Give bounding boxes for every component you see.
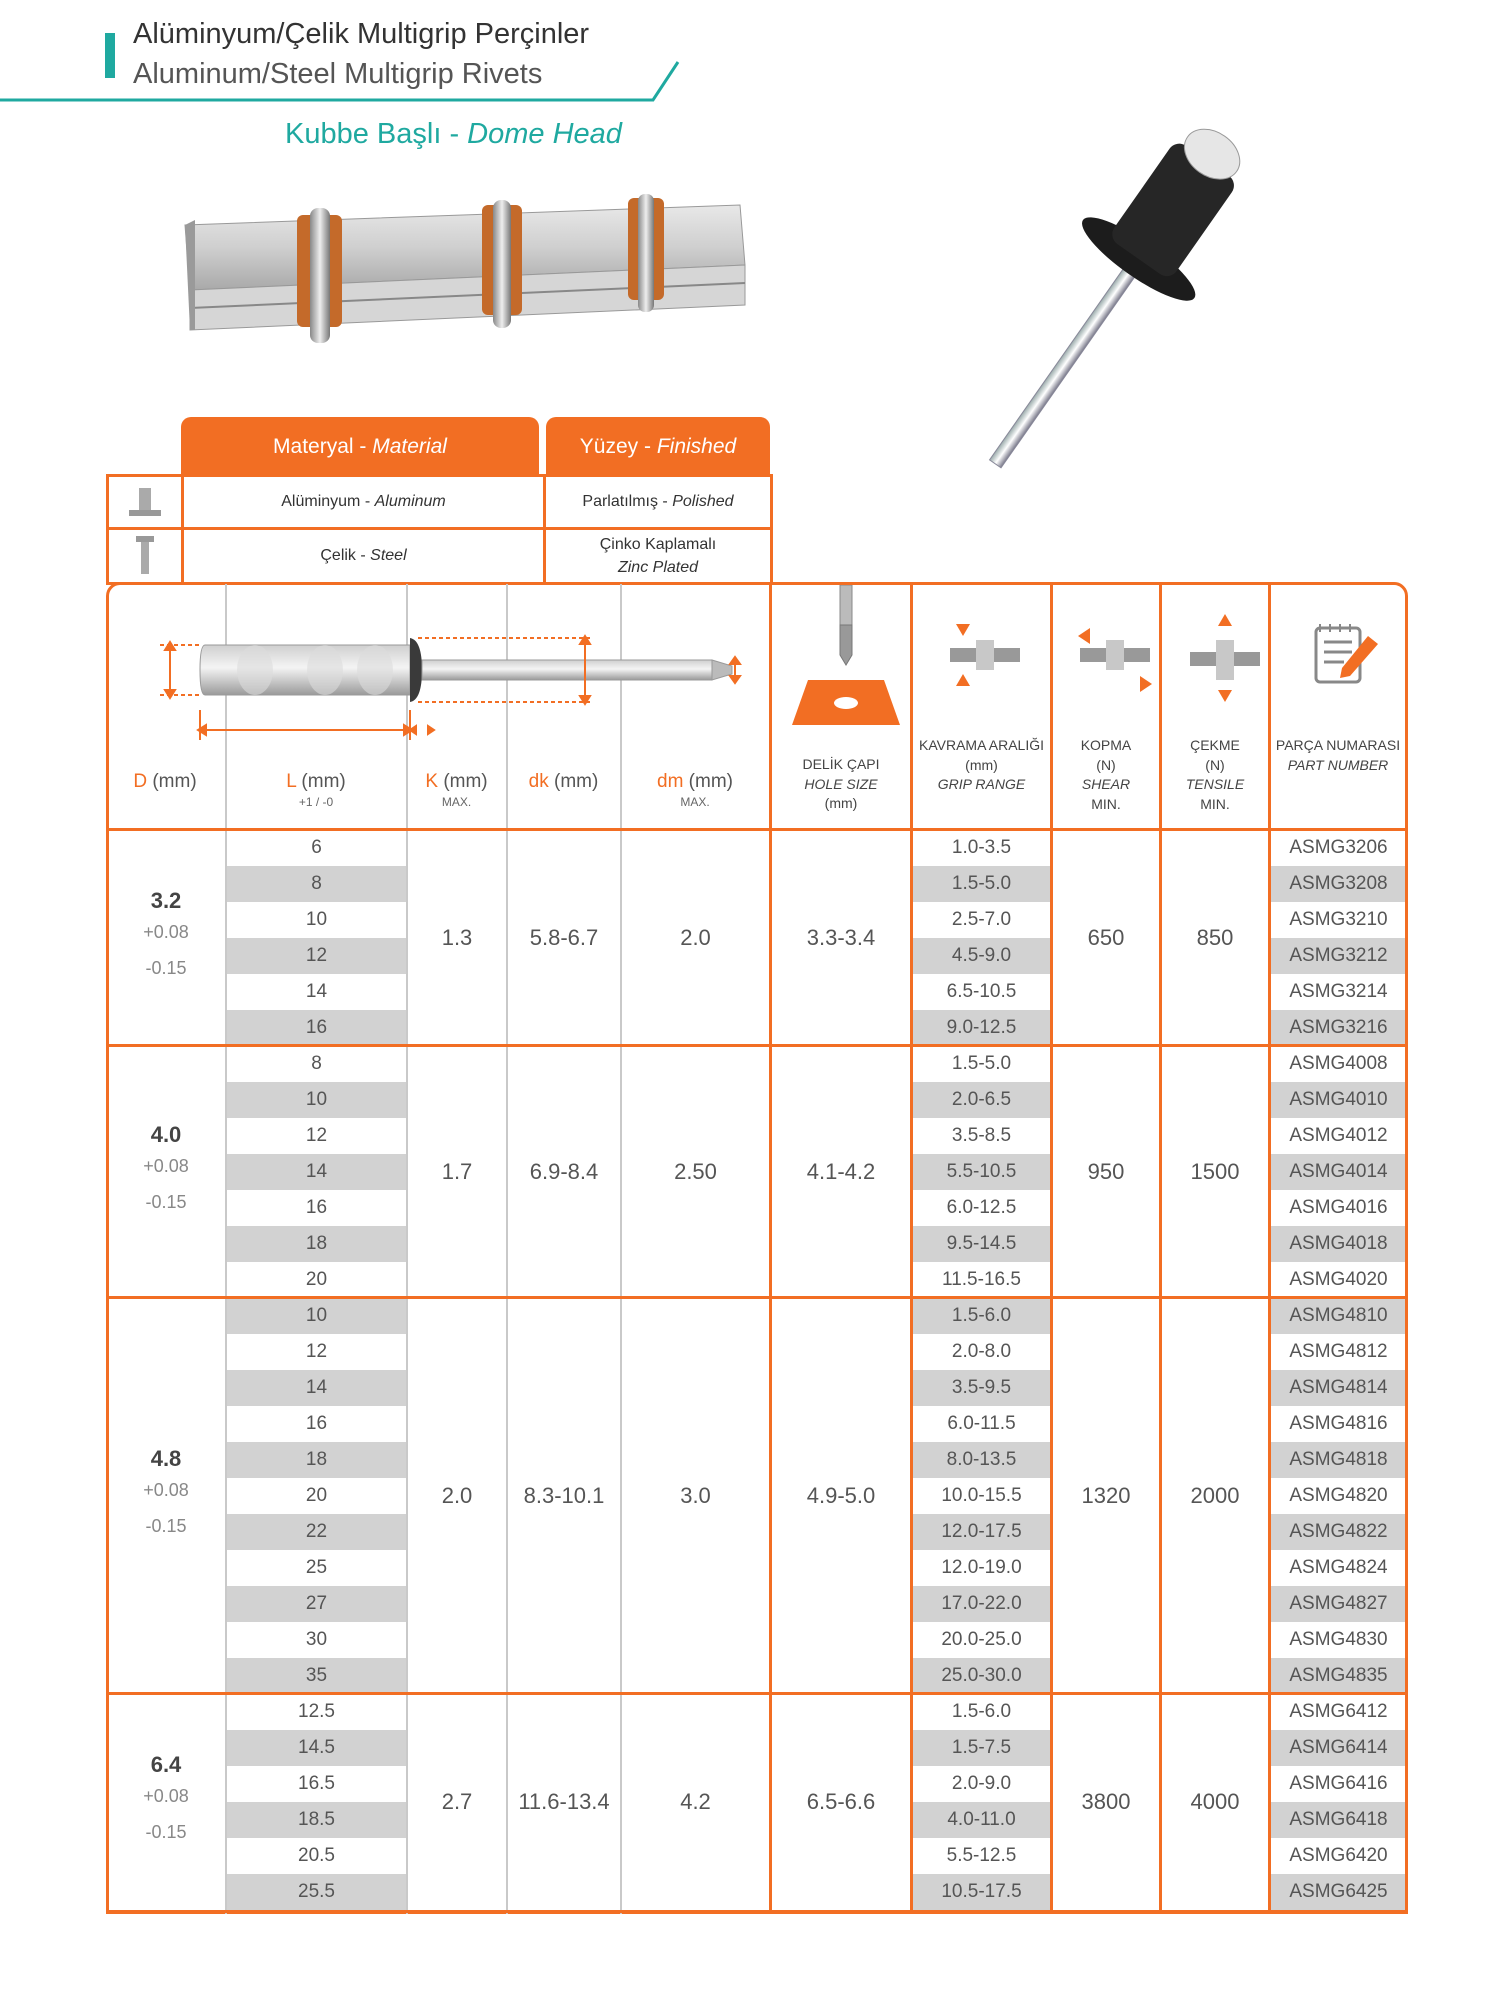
page-subtitle	[285, 118, 622, 151]
header-dk-unit: (mm)	[548, 771, 599, 792]
shear-strength-cell: 1320	[1081, 1483, 1131, 1508]
tolerance-minus: -0.15	[145, 958, 187, 978]
part-number-cell: ASMG4810	[1289, 1305, 1388, 1326]
grip-range-cell: 4.0-11.0	[947, 1809, 1016, 1830]
rivet-section-3	[628, 194, 664, 312]
material-steel-en: Steel	[370, 547, 407, 565]
header-dk	[507, 770, 620, 795]
length-cell: 20	[305, 1269, 328, 1290]
length-cell: 10	[305, 1089, 328, 1110]
header-shear-en: SHEAR	[1081, 776, 1131, 793]
header-l-letter: L	[286, 771, 297, 792]
grip-range-cell: 1.0-3.5	[951, 837, 1012, 858]
header-tensile-unit: (N)	[1205, 756, 1225, 773]
length-cell: 16.5	[298, 1773, 335, 1794]
rivet-section-1	[297, 208, 342, 343]
grip-range-cell: 1.5-6.0	[951, 1701, 1012, 1722]
part-number-cell: ASMG6425	[1289, 1881, 1388, 1902]
part-number-cell: ASMG6414	[1289, 1737, 1388, 1758]
rivet-dimension-drawing	[160, 600, 760, 740]
grip-range-cell: 6.5-10.5	[946, 981, 1017, 1002]
material-steel	[181, 527, 546, 585]
part-number-cell: ASMG3210	[1289, 909, 1388, 930]
diameter-cell	[108, 1752, 224, 1850]
length-cell: 16	[305, 1017, 328, 1038]
part-number-cell: ASMG4820	[1289, 1485, 1388, 1506]
grip-range-cell: 9.0-12.5	[946, 1017, 1017, 1038]
grip-range-cell: 4.5-9.0	[951, 945, 1012, 966]
part-number-icon	[1308, 620, 1388, 700]
page-title-tr: Alüminyum/Çelik Multigrip Perçinler	[133, 18, 590, 50]
length-cell: 18.5	[298, 1809, 335, 1830]
header-d-unit: (mm)	[147, 771, 197, 792]
grip-range-cell: 3.5-8.5	[951, 1125, 1012, 1146]
hole-size-cell: 3.3-3.4	[806, 925, 876, 950]
part-number-cell: ASMG4824	[1289, 1557, 1388, 1578]
part-number-cell: ASMG6418	[1289, 1809, 1388, 1830]
grip-range-cell: 11.5-16.5	[942, 1269, 1021, 1290]
length-cell: 14.5	[298, 1737, 335, 1758]
header-dm	[621, 770, 769, 810]
tolerance-plus: +0.08	[143, 1480, 189, 1500]
grip-range-cell: 8.0-13.5	[946, 1449, 1017, 1470]
grip-range-cell: 10.5-17.5	[941, 1881, 1022, 1902]
part-number-cell: ASMG4016	[1289, 1197, 1388, 1218]
grip-range-cell: 1.5-7.5	[951, 1737, 1012, 1758]
length-cell: 25.5	[298, 1881, 335, 1902]
hole-size-cell: 4.1-4.2	[806, 1159, 876, 1184]
length-cell: 30	[305, 1629, 328, 1650]
grip-range-cell: 6.0-12.5	[946, 1197, 1017, 1218]
length-cell: 6	[311, 837, 322, 858]
finish-zinc-tr: Çinko Kaplamalı	[599, 535, 717, 553]
grip-range-cell: 5.5-10.5	[946, 1161, 1017, 1182]
length-cell: 20.5	[298, 1845, 335, 1866]
header-tensile-min: MIN.	[1200, 795, 1230, 812]
header-hole-en: HOLE SIZE	[804, 775, 878, 792]
shear-strength-cell: 650	[1087, 925, 1125, 950]
length-cell: 8	[311, 873, 322, 894]
head-diameter-cell: 5.8-6.7	[529, 925, 599, 950]
finish-header	[546, 417, 770, 477]
header-part-number	[1270, 736, 1406, 775]
rivet-product-image	[900, 70, 1320, 530]
part-number-cell: ASMG4827	[1289, 1593, 1388, 1614]
diameter-cell	[108, 1122, 224, 1220]
part-number-cell: ASMG3212	[1289, 945, 1388, 966]
length-cell: 12.5	[298, 1701, 335, 1722]
finish-zinc-en: Zinc Plated	[617, 559, 699, 576]
material-steel-tr: Çelik -	[320, 547, 366, 565]
tensile-icon	[1180, 610, 1270, 710]
header-grip-en: GRIP RANGE	[937, 776, 1026, 793]
header-part-tr: PARÇA NUMARASI	[1275, 737, 1401, 753]
grip-range-cell: 5.5-12.5	[946, 1845, 1017, 1866]
mandrel-diameter-cell: 2.50	[674, 1159, 717, 1184]
header-hole-tr: DELİK ÇAPI	[802, 756, 880, 772]
head-height-cell: 2.7	[441, 1789, 473, 1814]
part-number-cell: ASMG3208	[1289, 873, 1388, 894]
rivet-section-2	[482, 200, 522, 328]
length-cell: 14	[305, 1377, 328, 1398]
head-height-cell: 1.3	[441, 925, 473, 950]
header-dm-unit: (mm)	[683, 771, 733, 792]
grip-range-cell: 12.0-17.5	[941, 1521, 1022, 1542]
head-diameter-cell: 11.6-13.4	[518, 1789, 610, 1814]
part-number-cell: ASMG4020	[1289, 1269, 1388, 1290]
header-l-unit: (mm)	[296, 771, 346, 792]
part-number-cell: ASMG4835	[1289, 1665, 1388, 1686]
finish-polished-en: Polished	[672, 493, 734, 511]
material-aluminum-tr: Alüminyum -	[281, 493, 371, 511]
shear-icon	[1070, 620, 1160, 700]
page-title-en: Aluminum/Steel Multigrip Rivets	[133, 58, 543, 90]
tensile-strength-cell: 850	[1196, 925, 1234, 950]
grip-range-cell: 1.5-5.0	[951, 1053, 1012, 1074]
header-grip-tr: KAVRAMA ARALIĞI	[918, 737, 1044, 753]
part-number-cell: ASMG4812	[1289, 1341, 1388, 1362]
hole-size-cell: 6.5-6.6	[806, 1789, 876, 1814]
length-cell: 16	[305, 1197, 328, 1218]
grip-range-cell: 3.5-9.5	[951, 1377, 1012, 1398]
table-bottom	[106, 1910, 1408, 1913]
grip-range-cell: 6.0-11.5	[947, 1413, 1016, 1434]
length-cell: 12	[305, 1341, 328, 1362]
grip-range-cell: 20.0-25.0	[941, 1629, 1022, 1650]
grip-range-cell: 9.5-14.5	[946, 1233, 1017, 1254]
tolerance-plus: +0.08	[143, 922, 189, 942]
diameter-cell	[108, 1446, 224, 1544]
header-d-letter: D	[133, 771, 148, 792]
part-number-cell: ASMG4010	[1289, 1089, 1388, 1110]
length-cell: 20	[305, 1485, 328, 1506]
header-shear	[1053, 736, 1159, 814]
finish-header-tr: Yüzey -	[579, 435, 651, 458]
finish-zinc-plated	[543, 527, 773, 585]
head-height-cell: 2.0	[441, 1483, 473, 1508]
part-number-cell: ASMG6412	[1289, 1701, 1388, 1722]
rivet-body-icon	[106, 474, 184, 530]
grip-range-cell: 1.5-5.0	[951, 873, 1012, 894]
header-grip-range	[913, 736, 1050, 795]
drill-hole-icon	[790, 585, 902, 730]
part-number-cell: ASMG4816	[1289, 1413, 1388, 1434]
subtitle-en: Dome Head	[467, 118, 622, 150]
diameter-value: 4.0	[150, 1122, 182, 1147]
subtitle-tr: Kubbe Başlı -	[285, 118, 468, 150]
part-number-cell: ASMG4012	[1289, 1125, 1388, 1146]
part-number-cell: ASMG3216	[1289, 1017, 1388, 1038]
length-cell: 18	[305, 1449, 328, 1470]
tolerance-minus: -0.15	[145, 1192, 187, 1212]
header-shear-unit: (N)	[1096, 756, 1116, 773]
diameter-value: 3.2	[150, 888, 182, 913]
grip-range-cell: 17.0-22.0	[941, 1593, 1022, 1614]
header-d	[106, 770, 224, 795]
grip-range-cell: 2.0-9.0	[951, 1773, 1012, 1794]
tolerance-minus: -0.15	[145, 1516, 187, 1536]
tensile-strength-cell: 1500	[1190, 1159, 1240, 1184]
grip-range-cell: 2.5-7.0	[951, 909, 1012, 930]
header-shear-tr: KOPMA	[1080, 737, 1132, 753]
header-k-letter: K	[425, 771, 439, 792]
grip-range-cell: 25.0-30.0	[941, 1665, 1022, 1686]
length-cell: 12	[305, 945, 328, 966]
header-grip-unit: (mm)	[965, 756, 998, 773]
material-header-en: Material	[372, 435, 447, 458]
finish-header-en: Finished	[656, 435, 737, 458]
header-hole-unit: (mm)	[824, 795, 858, 812]
tensile-strength-cell: 2000	[1190, 1483, 1240, 1508]
part-number-cell: ASMG4822	[1289, 1521, 1388, 1542]
length-cell: 22	[305, 1521, 328, 1542]
part-number-cell: ASMG4014	[1289, 1161, 1388, 1182]
header-l	[226, 770, 406, 810]
grip-range-cell: 10.0-15.5	[941, 1485, 1022, 1506]
length-cell: 18	[305, 1233, 328, 1254]
grip-range-cell: 2.0-8.0	[951, 1341, 1012, 1362]
head-height-cell: 1.7	[441, 1159, 473, 1184]
header-tensile	[1162, 736, 1268, 814]
diameter-value: 6.4	[150, 1752, 182, 1777]
material-header-tr: Materyal -	[273, 435, 367, 458]
header-shear-min: MIN.	[1091, 795, 1121, 812]
length-cell: 10	[305, 1305, 328, 1326]
tolerance-minus: -0.15	[145, 1822, 187, 1842]
grip-range-cell: 2.0-6.5	[951, 1089, 1012, 1110]
part-number-cell: ASMG4830	[1289, 1629, 1388, 1650]
header-part-en: PART NUMBER	[1287, 756, 1389, 773]
head-diameter-cell: 8.3-10.1	[523, 1483, 605, 1508]
header-underline	[0, 0, 700, 110]
grip-range-cell: 12.0-19.0	[941, 1557, 1022, 1578]
shear-strength-cell: 3800	[1081, 1789, 1131, 1814]
part-number-cell: ASMG3214	[1289, 981, 1388, 1002]
header-k-max: MAX.	[441, 794, 472, 809]
diameter-value: 4.8	[150, 1446, 182, 1471]
length-cell: 25	[305, 1557, 328, 1578]
finish-polished	[543, 474, 773, 530]
part-number-cell: ASMG6416	[1289, 1773, 1388, 1794]
header-tensile-tr: ÇEKME	[1190, 737, 1240, 753]
length-cell: 14	[305, 1161, 328, 1182]
diameter-cell	[108, 888, 224, 986]
tolerance-plus: +0.08	[143, 1156, 189, 1176]
header-dm-letter: dm	[657, 771, 684, 792]
head-diameter-cell: 6.9-8.4	[529, 1159, 599, 1184]
material-aluminum	[181, 474, 546, 530]
header-dm-max: MAX.	[680, 794, 710, 809]
header-dk-letter: dk	[528, 771, 549, 792]
length-cell: 12	[305, 1125, 328, 1146]
mandrel-diameter-cell: 3.0	[680, 1483, 711, 1508]
length-cell: 14	[305, 981, 328, 1002]
shear-strength-cell: 950	[1087, 1159, 1125, 1184]
length-cell: 10	[305, 909, 328, 930]
header-k-unit: (mm)	[438, 771, 488, 792]
hole-size-cell: 4.9-5.0	[806, 1483, 876, 1508]
length-cell: 16	[305, 1413, 328, 1434]
length-cell: 35	[305, 1665, 328, 1686]
mandrel-diameter-cell: 4.2	[680, 1789, 711, 1814]
grip-range-icon	[940, 620, 1030, 690]
mandrel-icon	[106, 527, 184, 585]
tensile-strength-cell: 4000	[1190, 1789, 1240, 1814]
header-l-tol: +1 / -0	[298, 794, 334, 809]
length-cell: 8	[311, 1053, 322, 1074]
part-number-cell: ASMG3206	[1289, 837, 1388, 858]
header-tensile-en: TENSILE	[1185, 776, 1245, 793]
part-number-cell: ASMG4818	[1289, 1449, 1388, 1470]
part-number-cell: ASMG4018	[1289, 1233, 1388, 1254]
header-k	[407, 770, 506, 810]
tolerance-plus: +0.08	[143, 1786, 189, 1806]
finish-polished-tr: Parlatılmış -	[582, 493, 668, 511]
material-aluminum-en: Aluminum	[374, 493, 446, 511]
part-number-cell: ASMG4814	[1289, 1377, 1388, 1398]
rivet-installation-illustration	[180, 190, 760, 360]
material-header	[181, 417, 539, 477]
part-number-cell: ASMG4008	[1289, 1053, 1388, 1074]
mandrel-diameter-cell: 2.0	[680, 925, 711, 950]
grip-range-cell: 1.5-6.0	[951, 1305, 1012, 1326]
part-number-cell: ASMG6420	[1289, 1845, 1388, 1866]
length-cell: 27	[305, 1593, 328, 1614]
header-hole-size	[772, 755, 910, 814]
